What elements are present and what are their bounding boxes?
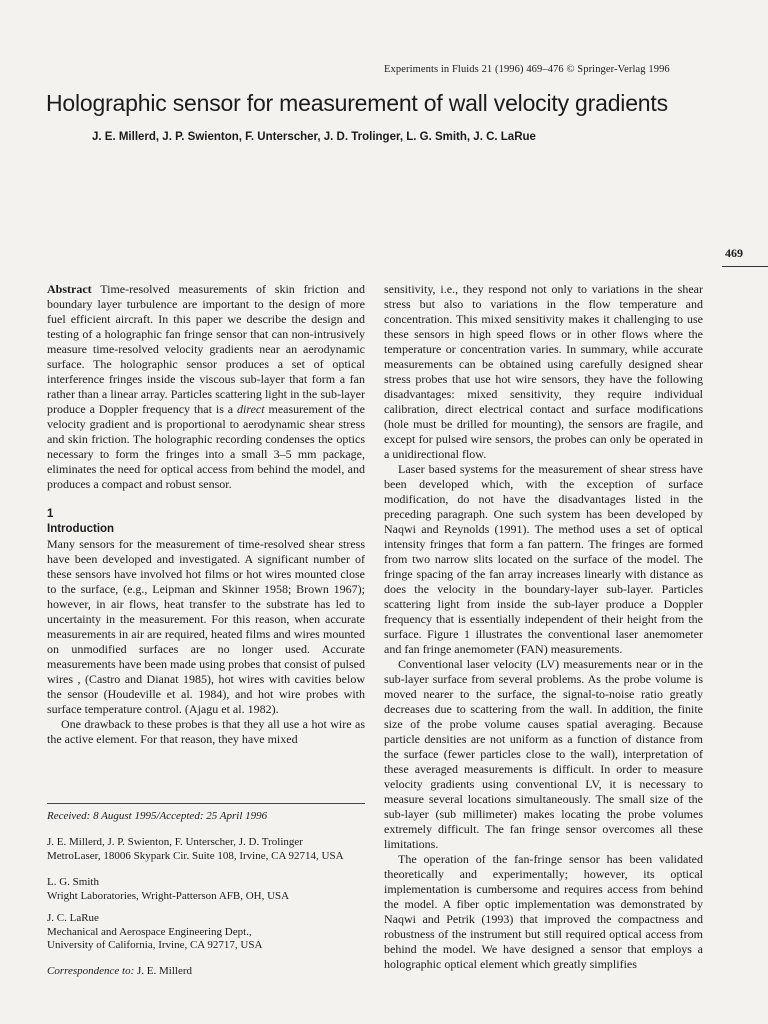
abstract-text-part2: measurement of the velocity gradient and is proportional to aerodynamic shear stress and skin friction. The holographic recording condenses the optics necessary to form the fringes into a small 3–5 mm package, eliminates the need for optical access from behind the model, and produces a compact and robust sensor. (47, 402, 365, 491)
correspondence-label: Correspondence to: (47, 965, 135, 977)
correspondence-line (47, 965, 365, 979)
body-paragraph-2: Laser based systems for the measurement of shear stress have been developed which, with the exception of surface modification, do not have the disadvantages listed in the preceding paragraph. One such system has been developed by Naqwi and Reynolds (1991). The method uses a set of optical intensity fringes that form a fan pattern. The fringes are formed from two narrow slits located on the surface of the model. The fringe spacing of the fan array increases linearly with distance as does the velocity in the boundary-layer sub-layer. Particles scattering light from inside the sub-layer produce a Doppler frequency that is essentially independent of their height from the surface. Figure 1 illustrates the conventional laser anemometer and fan fringe anemometer (FAN) measurements. (384, 462, 703, 656)
section-title: Introduction (47, 523, 115, 535)
abstract-text-part1: Time-resolved measurements of skin friction and boundary layer turbulence are important to the design of more fuel efficient aircraft. In this paper we describe the design and testing of a holographic fan fringe sensor that can non-intrusively measure time-resolved velocity gradients near an aerodynamic surface. The holographic sensor produces a set of optical interference fringes inside the viscous sub-layer that form a fan rather than a linear array. Particles scattering light in the sub-layer produce a Doppler frequency that is a (47, 282, 365, 416)
affiliation-address: Wright Laboratories, Wright-Patterson AFB, OH, USA (47, 889, 290, 902)
section-number: 1 (47, 508, 54, 520)
affiliation-names: L. G. Smith (47, 876, 99, 888)
left-column (47, 282, 365, 747)
intro-paragraph-1: Many sensors for the measurement of time-resolved shear stress have been developed and investigated. A significant number of these sensors have involved hot films or hot wires mounted close to the surface, (e.g., Leipman and Skinner 1958; Brown 1967); however, in air flows, heat transfer to the substrate has led to uncertainty in the measurement. For this reason, when accurate measurements in air are required, heated films and wires mounted on unmodified surfaces are no longer used. Accurate measurements have been made using probes that consist of pulsed wires , (Castro and Dianat 1985), hot wires with cavities below the sensor (Houdeville et al. 1984), and hot wire probes with surface temperature control. (Ajagu et al. 1982). (47, 537, 365, 716)
article-title: Holographic sensor for measurement of wall velocity gradients (46, 90, 668, 116)
journal-citation: Experiments in Fluids 21 (1996) 469–476 © Springer-Verlag 1996 (384, 64, 670, 75)
right-column (384, 282, 703, 972)
affiliation-department: Mechanical and Aerospace Engineering Dept., (47, 925, 252, 938)
affiliation-address: MetroLaser, 18006 Skypark Cir. Suite 108, Irvine, CA 92714, USA (47, 849, 344, 862)
page-number: 469 (725, 246, 743, 260)
body-paragraph-4: The operation of the fan-fringe sensor has been validated theoretically and experimentally; however, its optical implementation is cumbersome and requires access from behind the model. A fiber optic implementation was demonstrated by Naqwi and Petrik (1993) that improved the compactness and robustness of the instrument but still required optical access from behind the model. We have designed a sensor that employs a holographic optical element which greatly simplifies (384, 852, 703, 971)
abstract-heading: Abstract (47, 282, 92, 296)
body-paragraph-3: Conventional laser velocity (LV) measurements near or in the sub-layer surface from several problems. As the probe volume is moved nearer to the surface, the signal-to-noise ratio greatly decreases due to scattering from the wall. In addition, the finite size of the probe volume causes spatial averaging. Because particle densities are not uniform as a function of distance from the surface (fewer particles close to the wall), interpretation of these averaged measurements is difficult. In order to measure velocity gradients using conventional LV, it is necessary to measure several locations simultaneously. The small size of the sub-layer (sub millimeter) makes locating the probe volumes extremely difficult. The fan fringe sensor overcomes all these limitations. (384, 657, 703, 851)
affiliation-names: J. E. Millerd, J. P. Swienton, F. Unterscher, J. D. Trolinger (47, 836, 303, 848)
footnote-rule (47, 803, 365, 804)
affiliation-names: J. C. LaRue (47, 912, 99, 924)
affiliation-wright (47, 876, 365, 903)
intro-paragraph-2: One drawback to these probes is that they all use a hot wire as the active element. For that reason, they have mixed (47, 717, 365, 746)
abstract-paragraph (47, 282, 365, 492)
received-accepted-dates: Received: 8 August 1995/Accepted: 25 April 1996 (47, 810, 268, 822)
affiliation-uci (47, 912, 365, 953)
affiliation-address: University of California, Irvine, CA 92717, USA (47, 939, 263, 951)
abstract-emphasis: direct (237, 402, 265, 416)
affiliation-metrolaser (47, 836, 365, 863)
body-paragraph-1: sensitivity, i.e., they respond not only to variations in the shear stress but also to variations in the flow temperature and concentration. This mixed sensitivity makes it challenging to use these sensors in high speed flows or in other flows where the temperature or concentration varies. In summary, while accurate measurements can be obtained using carefully designed shear stress probes that use hot wire sensors, they have the following disadvantages: mixed sensitivity, they require individual calibration, direct electrical contact and surface modifications (hole must be drilled for mounting), the sensors are fragile, and except for pulsed wire sensors, the probes can only be operated in a unidirectional flow. (384, 282, 703, 461)
author-list: J. E. Millerd, J. P. Swienton, F. Unterscher, J. D. Trolinger, L. G. Smith, J. C. LaRue (92, 131, 536, 143)
page-number-rule (722, 266, 768, 267)
correspondence-name: J. E. Millerd (134, 965, 193, 977)
